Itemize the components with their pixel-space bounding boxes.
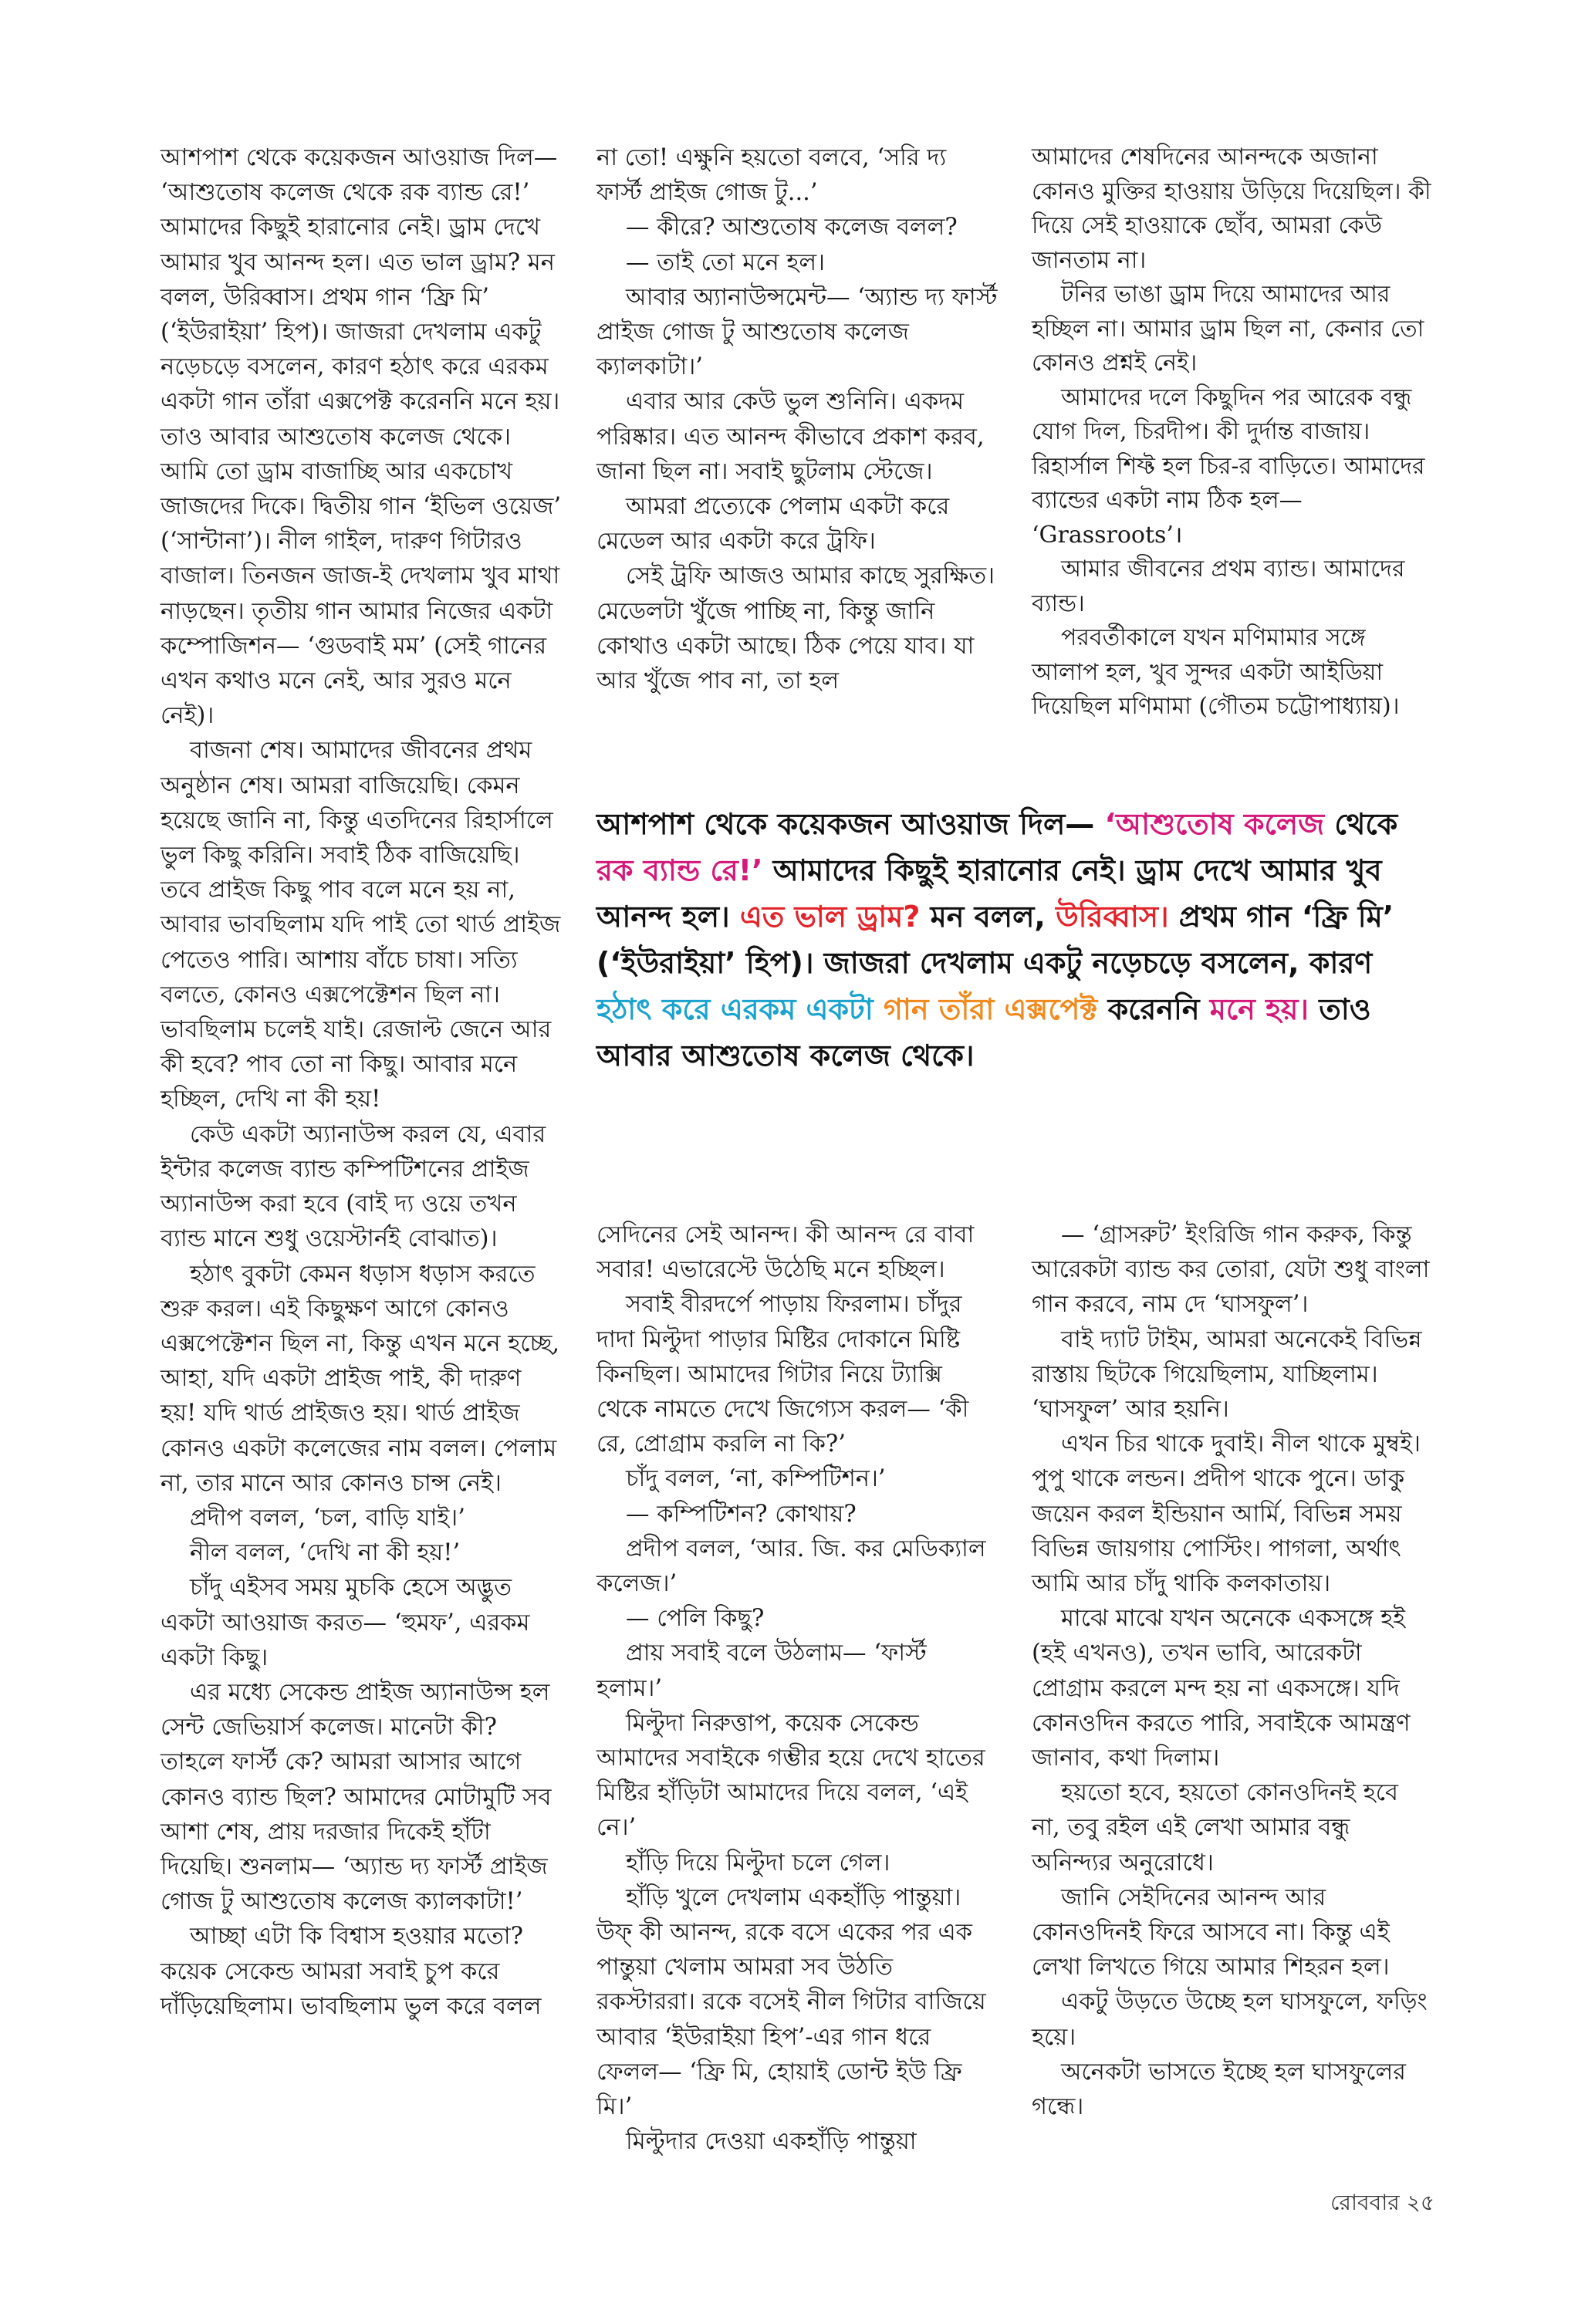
pull-quote-highlight: ‘আশুতোষ কলেজ [1104, 807, 1325, 841]
paragraph: টনির ভাঙা ড্রাম দিয়ে আমাদের আর হচ্ছিল না। আমার ড্রাম ছিল না, কেনার তো কোনও প্রশ্নই নেই। [1032, 281, 1424, 377]
paragraph: এর মধ্যে সেকেন্ড প্রাইজ অ্যানাউন্স হল সেন্ট জেভিয়ার্স কলেজ। মানেটা কী? তাহলে ফার্স্ট কে? আমরা আসার আগে কোনও ব্যান্ড ছিল? আমাদের মোটামুটি সব আশা শেষ, প্রায় দরজার দিকেই হাঁটা দিয়েছি। শুনলাম— ‘অ্যান্ড দ্য ফার্স্ট প্রাইজ গোজ টু আশুতোষ কলেজ ক্যালকাটা!’ [161, 1678, 552, 1916]
pull-quote-highlight: মনে হয়। [1209, 992, 1309, 1026]
paragraph: না তো! এক্ষুনি হয়তো বলবে, ‘সরি দ্য ফার্স্ট প্রাইজ গোজ টু...’ [596, 144, 947, 207]
paragraph: চাঁদু এইসব সময় মুচকি হেসে অদ্ভুত একটা আওয়াজ করত— ‘হুমফ’, এরকম একটা কিছু। [161, 1574, 530, 1671]
paragraph: একটু উড়তে উচ্ছে হল ঘাসফুলে, ফড়িং হয়ে। [1032, 1988, 1428, 2051]
paragraph: — কম্পিটিশন? কোথায়? [626, 1500, 857, 1528]
paragraph: মিল্টুদা নিরুত্তাপ, কয়েক সেকেন্ড আমাদের সবাইকে গম্ভীর হয়ে দেখে হাতের মিষ্টির হাঁড়িটা আমাদের দিয়ে বলল, ‘এই নে।’ [596, 1709, 985, 1842]
paragraph: সেদিনের সেই আনন্দ। কী আনন্দ রে বাবা সবার! এভারেস্টে উঠেছি মনে হচ্ছিল। [596, 1221, 975, 1284]
pull-quote-text: মন বলল, [920, 900, 1056, 934]
article-column-2 [596, 140, 998, 727]
pull-quote-text: আশপাশ থেকে কয়েকজন আওয়াজ দিল— [596, 807, 1105, 841]
paragraph: — তাই তো মনে হল। [626, 248, 826, 276]
page-footer-folio: রোববার ২৫ [1330, 2190, 1434, 2215]
paragraph: — পেলি কিছু? [626, 1605, 765, 1633]
paragraph: প্রায় সবাই বলে উঠলাম— ‘ফার্স্ট হলাম।’ [596, 1640, 927, 1702]
pull-quote-text: করেননি [1097, 992, 1210, 1026]
paragraph: আমরা প্রত্যেকে পেলাম একটা করে মেডেল আর একটা করে ট্রফি। [596, 493, 950, 556]
paragraph: আচ্ছা এটা কি বিশ্বাস হওয়ার মতো? কয়েক সেকেন্ড আমরা সবাই চুপ করে দাঁড়িয়েছিলাম। ভাবছিলাম ভুল করে বলল [161, 1923, 542, 2020]
paragraph: — কীরে? আশুতোষ কলেজ বলল? [626, 214, 958, 242]
paragraph: — ‘গ্রাসরুট’ ইংরিজি গান করুক, কিন্তু আরেকটা ব্যান্ড কর তোরা, যেটা শুধু বাংলা গান করবে, নাম দে ‘ঘাসফুল’। [1032, 1221, 1430, 1319]
paragraph: এবার আর কেউ ভুল শুনিনি। একদম পরিষ্কার। এত আনন্দ কীভাবে প্রকাশ করব, জানা ছিল না। সবাই ছুটলাম স্টেজে। [596, 388, 985, 485]
paragraph: চাঁদু বলল, ‘না, কম্পিটিশন।’ [626, 1465, 886, 1493]
pull-quote [596, 801, 1438, 1079]
paragraph: সবাই বীরদর্পে পাড়ায় ফিরলাম। চাঁদুর দাদা মিল্টুদা পাড়ার মিষ্টির দোকানে মিষ্টি কিনছিল। আমাদের গিটার নিয়ে ট্যাক্সি থেকে নামতে দেখে জিগ্যেস করল— ‘কী রে, প্রোগ্রাম করলি না কি?’ [596, 1291, 969, 1458]
paragraph: পরবর্তীকালে যখন মণিমামার সঙ্গে আলাপ হল, খুব সুন্দর একটা আইডিয়া দিয়েছিল মণিমামা (গৌতম চট্টোপাধ্যায়)। [1032, 624, 1400, 720]
pull-quote-text: থেকে [1324, 807, 1398, 841]
pull-quote-highlight: এত ভাল ড্রাম? [739, 900, 921, 934]
pull-quote-highlight: গান তাঁরা এক্সপেক্ট [884, 992, 1098, 1026]
paragraph: আমার জীবনের প্রথম ব্যান্ড। আমাদের ব্যান্ড। [1032, 556, 1405, 617]
paragraph: প্রদীপ বলল, ‘চল, বাড়ি যাই।’ [190, 1504, 465, 1532]
paragraph: মাঝে মাঝে যখন অনেকে একসঙ্গে হই (হই এখনও), তখন ভাবি, আরেকটা প্রোগ্রাম করলে মন্দ হয় না একসঙ্গে। যদি কোনওদিন করতে পারি, সবাইকে আমন্ত্রণ জানাব, কথা দিলাম। [1032, 1605, 1411, 1772]
pull-quote-highlight: উরিব্বাস। [1056, 900, 1169, 934]
paragraph: অনেকটা ভাসতে ইচ্ছে হল ঘাসফুলের গন্ধে। [1032, 2058, 1406, 2121]
paragraph: বাই দ্যাট টাইম, আমরা অনেকেই বিভিন্ন রাস্তায় ছিটকে গিয়েছিলাম, যাচ্ছিলাম। ‘ঘাসফুল’ আর হয়নি। [1032, 1326, 1422, 1424]
paragraph: আবার অ্যানাউন্সমেন্ট— ‘অ্যান্ড দ্য ফার্স্ট প্রাইজ গোজ টু আশুতোষ কলেজ ক্যালকাটা।’ [596, 283, 998, 381]
paragraph: সেই ট্রফি আজও আমার কাছে সুরক্ষিত। মেডেলটা খুঁজে পাচ্ছি না, কিন্তু জানি কোথাও একটা আছে। ঠিক পেয়ে যাব। যা আর খুঁজে পাব না, তা হল [596, 562, 995, 695]
paragraph: আমাদের দলে কিছুদিন পর আরেক বন্ধু যোগ দিল, চিরদীপ। কী দুর্দান্ত বাজায়। রিহার্সাল শিফ্ট হল চির-র বাড়িতে। আমাদের ব্যান্ডের একটা নাম ঠিক হল— ‘Grassroots’। [1032, 383, 1425, 549]
article-column-3 [1032, 140, 1433, 727]
paragraph: হাঁড়ি খুলে দেখলাম একহাঁড়ি পান্তুয়া। উফ্ কী আনন্দ, রকে বসে একের পর এক পান্তুয়া খেলাম আমরা সব উঠতি রকস্টাররা। রকে বসেই নীল গিটার বাজিয়ে আবার ‘ইউরাইয়া হিপ’-এর গান ধরে ফেলল— ‘ফ্রি মি, হোয়াই ডোন্ট ইউ ফ্রি মি।’ [596, 1883, 986, 2121]
paragraph: হাঁড়ি দিয়ে মিল্টুদা চলে গেল। [626, 1849, 890, 1876]
paragraph: এখন চির থাকে দুবাই। নীল থাকে মুম্বই। পুপু থাকে লন্ডন। প্রদীপ থাকে পুনে। ডাকু জয়েন করল ইন্ডিয়ান আর্মি, বিভিন্ন সময় বিভিন্ন জায়গায় পোস্টিং। পাগলা, অর্থাৎ আমি আর চাঁদু থাকি কলকাতায়। [1032, 1431, 1421, 1598]
pull-quote-text: প্রথম গান ‘ফ্রি মি’ (‘ইউরাইয়া’ হিপ)। জাজরা দেখলাম একটু নড়েচড়ে বসলেন, কারণ [596, 900, 1394, 980]
paragraph: কেউ একটা অ্যানাউন্স করল যে, এবার ইন্টার কলেজ ব্যান্ড কম্পিটিশনের প্রাইজ অ্যানাউন্স করা হবে (বাই দ্য ওয়ে তখন ব্যান্ড মানে শুধু ওয়েস্টার্নই বোঝাত)। [161, 1120, 546, 1253]
pull-quote-text: তাও আবার আশুতোষ কলেজ থেকে। [596, 992, 1371, 1072]
article-column-5 [1032, 1218, 1433, 2174]
paragraph: আমাদের শেষদিনের আনন্দকে অজানা কোনও মুক্তির হাওয়ায় উড়িয়ে দিয়েছিল। কী দিয়ে সেই হাওয়াকে ছোঁব, আমরা কেউ জানতাম না। [1032, 144, 1431, 274]
paragraph: হয়তো হবে, হয়তো কোনওদিনই হবে না, তবু রইল এই লেখা আমার বন্ধু অনিন্দ্যর অনুরোধে। [1032, 1779, 1398, 1876]
paragraph: প্রদীপ বলল, ‘আর. জি. কর মেডিক্যাল কলেজ।’ [596, 1535, 986, 1598]
paragraph: আশপাশ থেকে কয়েকজন আওয়াজ দিল— ‘আশুতোষ কলেজ থেকে রক ব্যান্ড রে!’ আমাদের কিছুই হারানোর নেই। ড্রাম দেখে আমার খুব আনন্দ হল। এত ভাল ড্রাম? মন বলল, উরিব্বাস। প্রথম গান ‘ফ্রি মি’ (‘ইউরাইয়া’ হিপ)। জাজরা দেখলাম একটু নড়েচড়ে বসলেন, কারণ হঠাৎ করে এরকম একটা গান তাঁরা এক্সপেক্ট করেননি মনে হয়। তাও আবার আশুতোষ কলেজ থেকে। আমি তো ড্রাম বাজাচ্ছি আর একচোখ জাজদের দিকে। দ্বিতীয় গান ‘ইভিল ওয়েজ’ (‘সান্টানা’)। নীল গাইল, দারুণ গিটারও বাজাল। তিনজন জাজ-ই দেখলাম খুব মাথা নাড়ছেন। তৃতীয় গান আমার নিজের একটা কম্পোজিশন— ‘গুডবাই মম’ (সেই গানের এখন কথাও মনে নেই, আর সুরও মনে নেই)। [161, 144, 562, 730]
article-column-4 [596, 1218, 998, 2174]
paragraph: বাজনা শেষ। আমাদের জীবনের প্রথম অনুষ্ঠান শেষ। আমরা বাজিয়েছি। কেমন হয়েছে জানি না, কিন্তু এতদিনের রিহার্সালে ভুল কিছু করিনি। সবাই ঠিক বাজিয়েছি। তবে প্রাইজ কিছু পাব বলে মনে হয় না, আবার ভাবছিলাম যদি পাই তো থার্ড প্রাইজ পেতেও পারি। আশায় বাঁচে চাষা। সত্যি বলতে, কোনও এক্সপেক্টেশন ছিল না। ভাবছিলাম চলেই যাই। রেজাল্ট জেনে আর কী হবে? পাব তো না কিছু। আবার মনে হচ্ছিল, দেখি না কী হয়! [161, 737, 561, 1113]
pull-quote-highlight: রক ব্যান্ড রে!’ [596, 853, 763, 887]
paragraph: নীল বলল, ‘দেখি না কী হয়!’ [190, 1539, 461, 1567]
paragraph: মিল্টুদার দেওয়া একহাঁড়ি পান্তুয়া [626, 2128, 917, 2156]
pull-quote-text: আমাদের কিছুই হারানোর নেই। ড্রাম দেখে আমার খুব আনন্দ হল। [596, 853, 1382, 934]
paragraph: হঠাৎ বুকটা কেমন ধড়াস ধড়াস করতে শুরু করল। এই কিছুক্ষণ আগে কোনও এক্সপেক্টেশন ছিল না, কিন্তু এখন মনে হচ্ছে, আহা, যদি একটা প্রাইজ পাই, কী দারুণ হয়! যদি থার্ড প্রাইজও হয়। থার্ড প্রাইজ কোনও একটা কলেজের নাম বলল। পেলাম না, তার মানে আর কোনও চান্স নেই। [161, 1260, 560, 1497]
paragraph: জানি সেইদিনের আনন্দ আর কোনওদিনই ফিরে আসবে না। কিন্তু এই লেখা লিখতে গিয়ে আমার শিহরন হল। [1032, 1883, 1390, 1981]
pull-quote-highlight: হঠাৎ করে এরকম একটা [596, 992, 874, 1026]
article-column-1 [161, 140, 562, 2162]
